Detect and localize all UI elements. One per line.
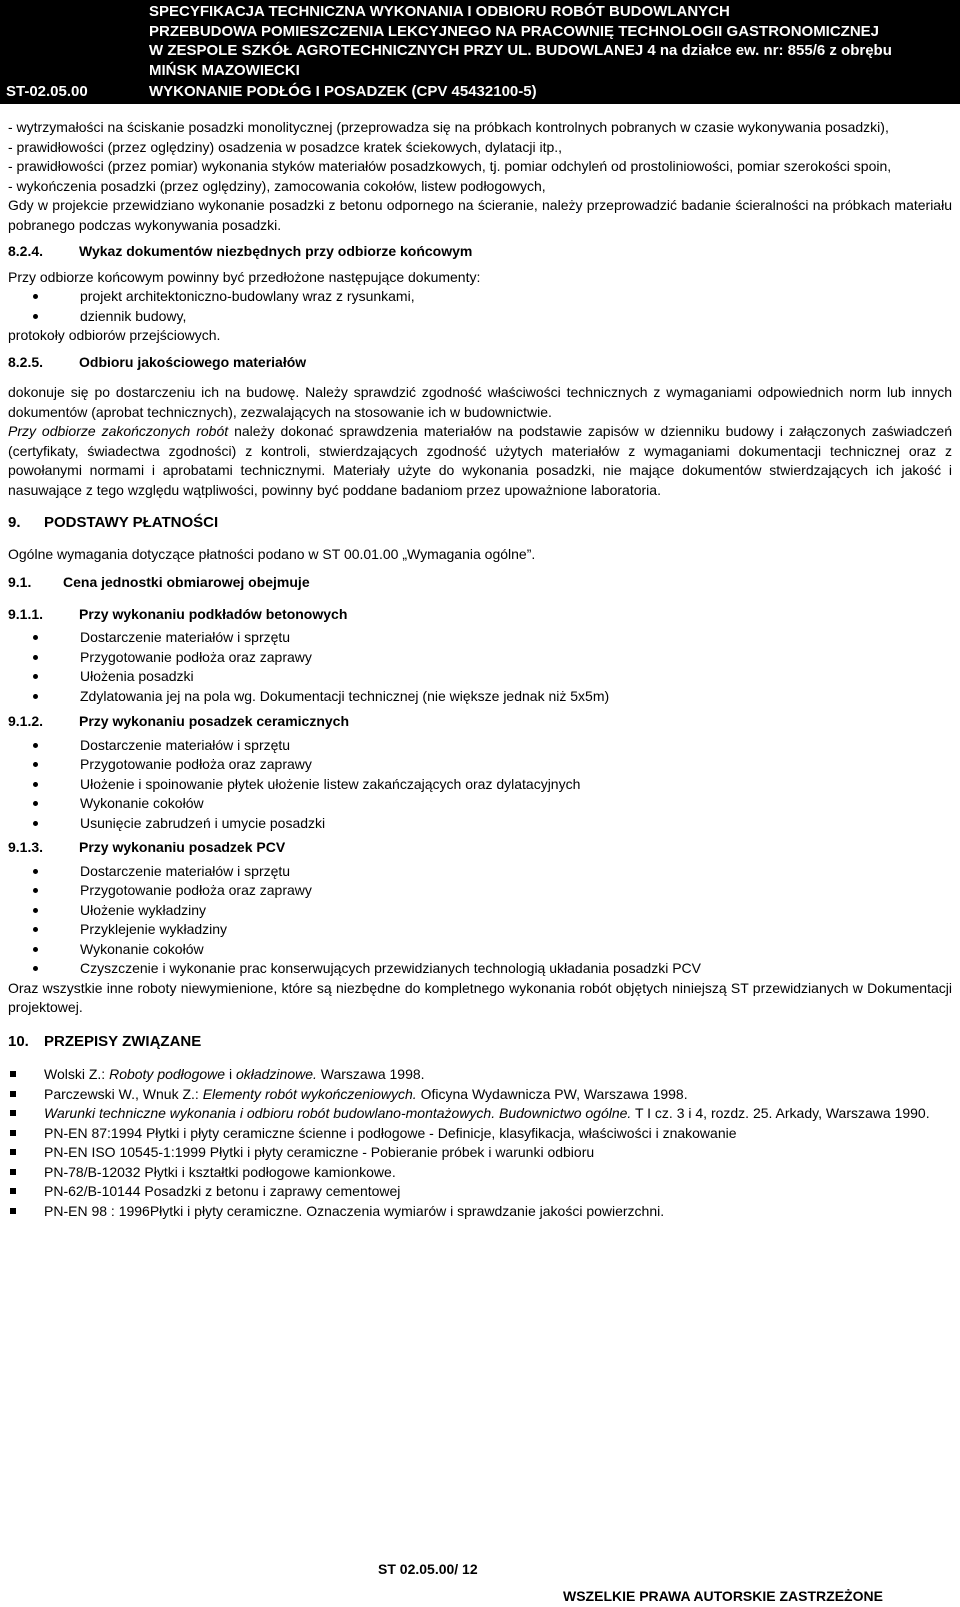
reference-item: PN-EN ISO 10545-1:1999 Płytki i płyty ceramiczne - Pobieranie próbek i warunki odbioru <box>8 1143 952 1163</box>
ref-text: Warszawa 1998. <box>316 1066 425 1082</box>
reference-item: PN-EN 87:1994 Płytki i płyty ceramiczne ścienne i podłogowe - Definicje, klasyfikacja, właściwości i znakowanie <box>8 1124 952 1144</box>
section-title: Wykaz dokumentów niezbędnych przy odbiorze końcowym <box>79 243 473 259</box>
ref-text: Oficyna Wydawnicza PW, Warszawa 1998. <box>416 1085 688 1102</box>
copyright-notice: WSZELKIE PRAWA AUTORSKIE ZASTRZEŻONE <box>563 1588 883 1604</box>
section-number: 9.1.1. <box>8 605 44 622</box>
list-item: Wykonanie cokołów <box>8 794 952 814</box>
header-title-line: PRZEBUDOWA POMIESZCZENIA LEKCYJNEGO NA PRACOWNIĘ TECHNOLOGII GASTRONOMICZNEJ <box>149 22 880 40</box>
paragraph: - prawidłowości (przez oględziny) osadzenia w posadzce kratek ściekowych, dylatacji itp., <box>8 138 563 155</box>
section-heading-9-1 <box>8 573 952 593</box>
list-item: Ułożenie i spoinowanie płytek ułożenie listew zakańczających oraz dylatacyjnych <box>8 775 952 795</box>
bullet-list <box>8 736 952 834</box>
section-title: PRZEPISY ZWIĄZANE <box>44 1032 202 1050</box>
reference-item <box>8 1104 952 1124</box>
paragraph: - wytrzymałości na ściskanie posadzki monolitycznej (przeprowadza się na próbkach kontrolnych pobranych w czasie wykonywania posadzki), <box>8 119 889 135</box>
section-heading-9-1-3 <box>8 838 952 858</box>
list-item: Przygotowanie podłoża oraz zaprawy <box>8 648 952 668</box>
section-title: Cena jednostki obmiarowej obejmuje <box>63 574 310 590</box>
page-number: ST 02.05.00/ 12 <box>378 1561 478 1577</box>
spec-code: ST-02.05.00 <box>6 83 88 100</box>
section-heading-8-2-5 <box>8 353 952 373</box>
paragraph: Oraz wszystkie inne roboty niewymienione, które są niezbędne do kompletnego wykonania robót objętych niniejszą ST przewidzianych w Dokumentacji projektowej. <box>8 979 952 1015</box>
paragraph: protokoły odbiorów przejściowych. <box>8 327 221 343</box>
section-number: 9.1.3. <box>8 839 44 855</box>
section-number: 9. <box>8 514 21 531</box>
reference-list <box>8 1065 952 1221</box>
paragraph <box>8 422 952 500</box>
section-title: Przy wykonaniu posadzek ceramicznych <box>79 713 349 729</box>
spec-subtitle: WYKONANIE PODŁÓG I POSADZEK (CPV 45432100-5) <box>149 83 537 100</box>
list-item: Usunięcie zabrudzeń i umycie posadzki <box>8 814 952 834</box>
section-number: 9.1.2. <box>8 713 44 729</box>
list-item: dziennik budowy, <box>8 307 952 327</box>
list-item: Ułożenie wykładziny <box>8 901 952 921</box>
header-title-line: W ZESPOLE SZKÓŁ AGROTECHNICZNYCH PRZY UL. BUDOWLANEJ 4 na działce ew. nr: 855/6 z obrębu <box>149 42 892 59</box>
list-item: Przygotowanie podłoża oraz zaprawy <box>8 755 952 775</box>
ref-text: Parczewski W., Wnuk Z.: <box>44 1085 203 1102</box>
paragraph-text: należy dokonać sprawdzenia materiałów na podstawie zapisów w dzienniku budowy i załączonych zaświadczeń (certyfikaty, świadectwa zgodności) z kontroli, stwierdzających zgodność użytych materiałów z wymaganiami dokumentacji technicznej oraz z powołanymi normami i aprobatami technicznymi. Materiały użyte do wykonania posadzki, nie mające dokumentów stwierdzających ich jakość i nasuwające z tego względu wątpliwości, powinny być poddane badaniom przez upoważnione laboratoria. <box>8 423 953 498</box>
section-heading-9-1-2 <box>8 712 952 732</box>
paragraph: dokonuje się po dostarczeniu ich na budowę. Należy sprawdzić zgodność właściwości technicznych z wymaganiami odpowiednich norm lub innych dokumentów (aprobat technicznych), zezwalających na stosowanie ich w budownictwie. <box>8 384 952 420</box>
ref-text: i <box>225 1066 236 1082</box>
reference-item: PN-EN 98 : 1996Płytki i płyty ceramiczne. Oznaczenia wymiarów i sprawdzanie jakości powierzchni. <box>8 1202 952 1222</box>
header-title-line: MIŃSK MAZOWIECKI <box>149 61 300 79</box>
section-title: Odbioru jakościowego materiałów <box>79 353 307 370</box>
bullet-list <box>8 862 952 979</box>
list-item: Przyklejenie wykładziny <box>8 920 952 940</box>
section-title: Przy wykonaniu podkładów betonowych <box>79 605 348 622</box>
ref-italic: Roboty podłogowe <box>109 1066 226 1082</box>
document-body <box>8 118 952 1221</box>
ref-italic: okładzinowe. <box>235 1066 317 1082</box>
paragraph: Gdy w projekcie przewidziano wykonanie posadzki z betonu odpornego na ścieranie, należy przeprowadzić badanie ścieralności na próbkach materiału pobranego podczas wykonywania posadzki. <box>8 197 952 233</box>
section-heading-9 <box>8 513 952 533</box>
ref-text: Wolski Z.: <box>44 1066 110 1082</box>
document-header <box>0 0 960 104</box>
list-item: Ułożenia posadzki <box>8 667 952 687</box>
section-heading-10 <box>8 1032 952 1052</box>
list-item: Przygotowanie podłoża oraz zaprawy <box>8 881 952 901</box>
bullet-list <box>8 287 952 326</box>
section-heading-9-1-1 <box>8 605 952 625</box>
list-item: Wykonanie cokołów <box>8 940 952 960</box>
list-item: Dostarczenie materiałów i sprzętu <box>8 862 952 882</box>
ref-text: T I cz. 3 i 4, rozdz. 25. Arkady, Warszawa 1990. <box>631 1105 930 1121</box>
section-heading-8-2-4 <box>8 242 952 262</box>
header-title-line: SPECYFIKACJA TECHNICZNA WYKONANIA I ODBIORU ROBÓT BUDOWLANYCH <box>149 3 730 20</box>
section-title: PODSTAWY PŁATNOŚCI <box>44 514 219 531</box>
reference-item: PN-78/B-12032 Płytki i kształtki podłogowe kamionkowe. <box>8 1163 952 1183</box>
section-number: 10. <box>8 1032 29 1050</box>
section-number: 9.1. <box>8 574 32 590</box>
list-item: Dostarczenie materiałów i sprzętu <box>8 736 952 756</box>
section-number: 8.2.4. <box>8 243 44 259</box>
paragraph: Przy odbiorze końcowym powinny być przedłożone następujące dokumenty: <box>8 268 481 285</box>
paragraph: Ogólne wymagania dotyczące płatności podano w ST 00.01.00 „Wymagania ogólne”. <box>8 545 536 562</box>
italic-text: Przy odbiorze zakończonych robót <box>8 423 229 439</box>
list-item: Zdylatowania jej na pola wg. Dokumentacji technicznej (nie większe jednak niż 5x5m) <box>8 687 952 707</box>
section-number: 8.2.5. <box>8 353 44 370</box>
header-title <box>149 2 954 80</box>
paragraph: - wykończenia posadzki (przez oględziny), zamocowania cokołów, listew podłogowych, <box>8 177 546 194</box>
section-title: Przy wykonaniu posadzek PCV <box>79 839 286 855</box>
reference-item <box>8 1085 952 1105</box>
list-item: projekt architektoniczno-budowlany wraz z rysunkami, <box>8 287 952 307</box>
list-item: Dostarczenie materiałów i sprzętu <box>8 628 952 648</box>
list-item: Czyszczenie i wykonanie prac konserwujących przewidzianych technologią układania posadzki PCV <box>8 959 952 979</box>
reference-item <box>8 1065 952 1085</box>
paragraph: - prawidłowości (przez pomiar) wykonania styków materiałów posadzkowych, tj. pomiar odchyleń od prostoliniowości, pomiar szerokości spoin, <box>8 158 892 174</box>
ref-italic: Elementy robót wykończeniowych. <box>202 1085 417 1102</box>
reference-item: PN-62/B-10144 Posadzki z betonu i zaprawy cementowej <box>8 1182 952 1202</box>
ref-italic: Warunki techniczne wykonania i odbioru robót budowlano-montażowych. Budownictwo ogólne. <box>44 1105 632 1121</box>
bullet-list <box>8 628 952 706</box>
